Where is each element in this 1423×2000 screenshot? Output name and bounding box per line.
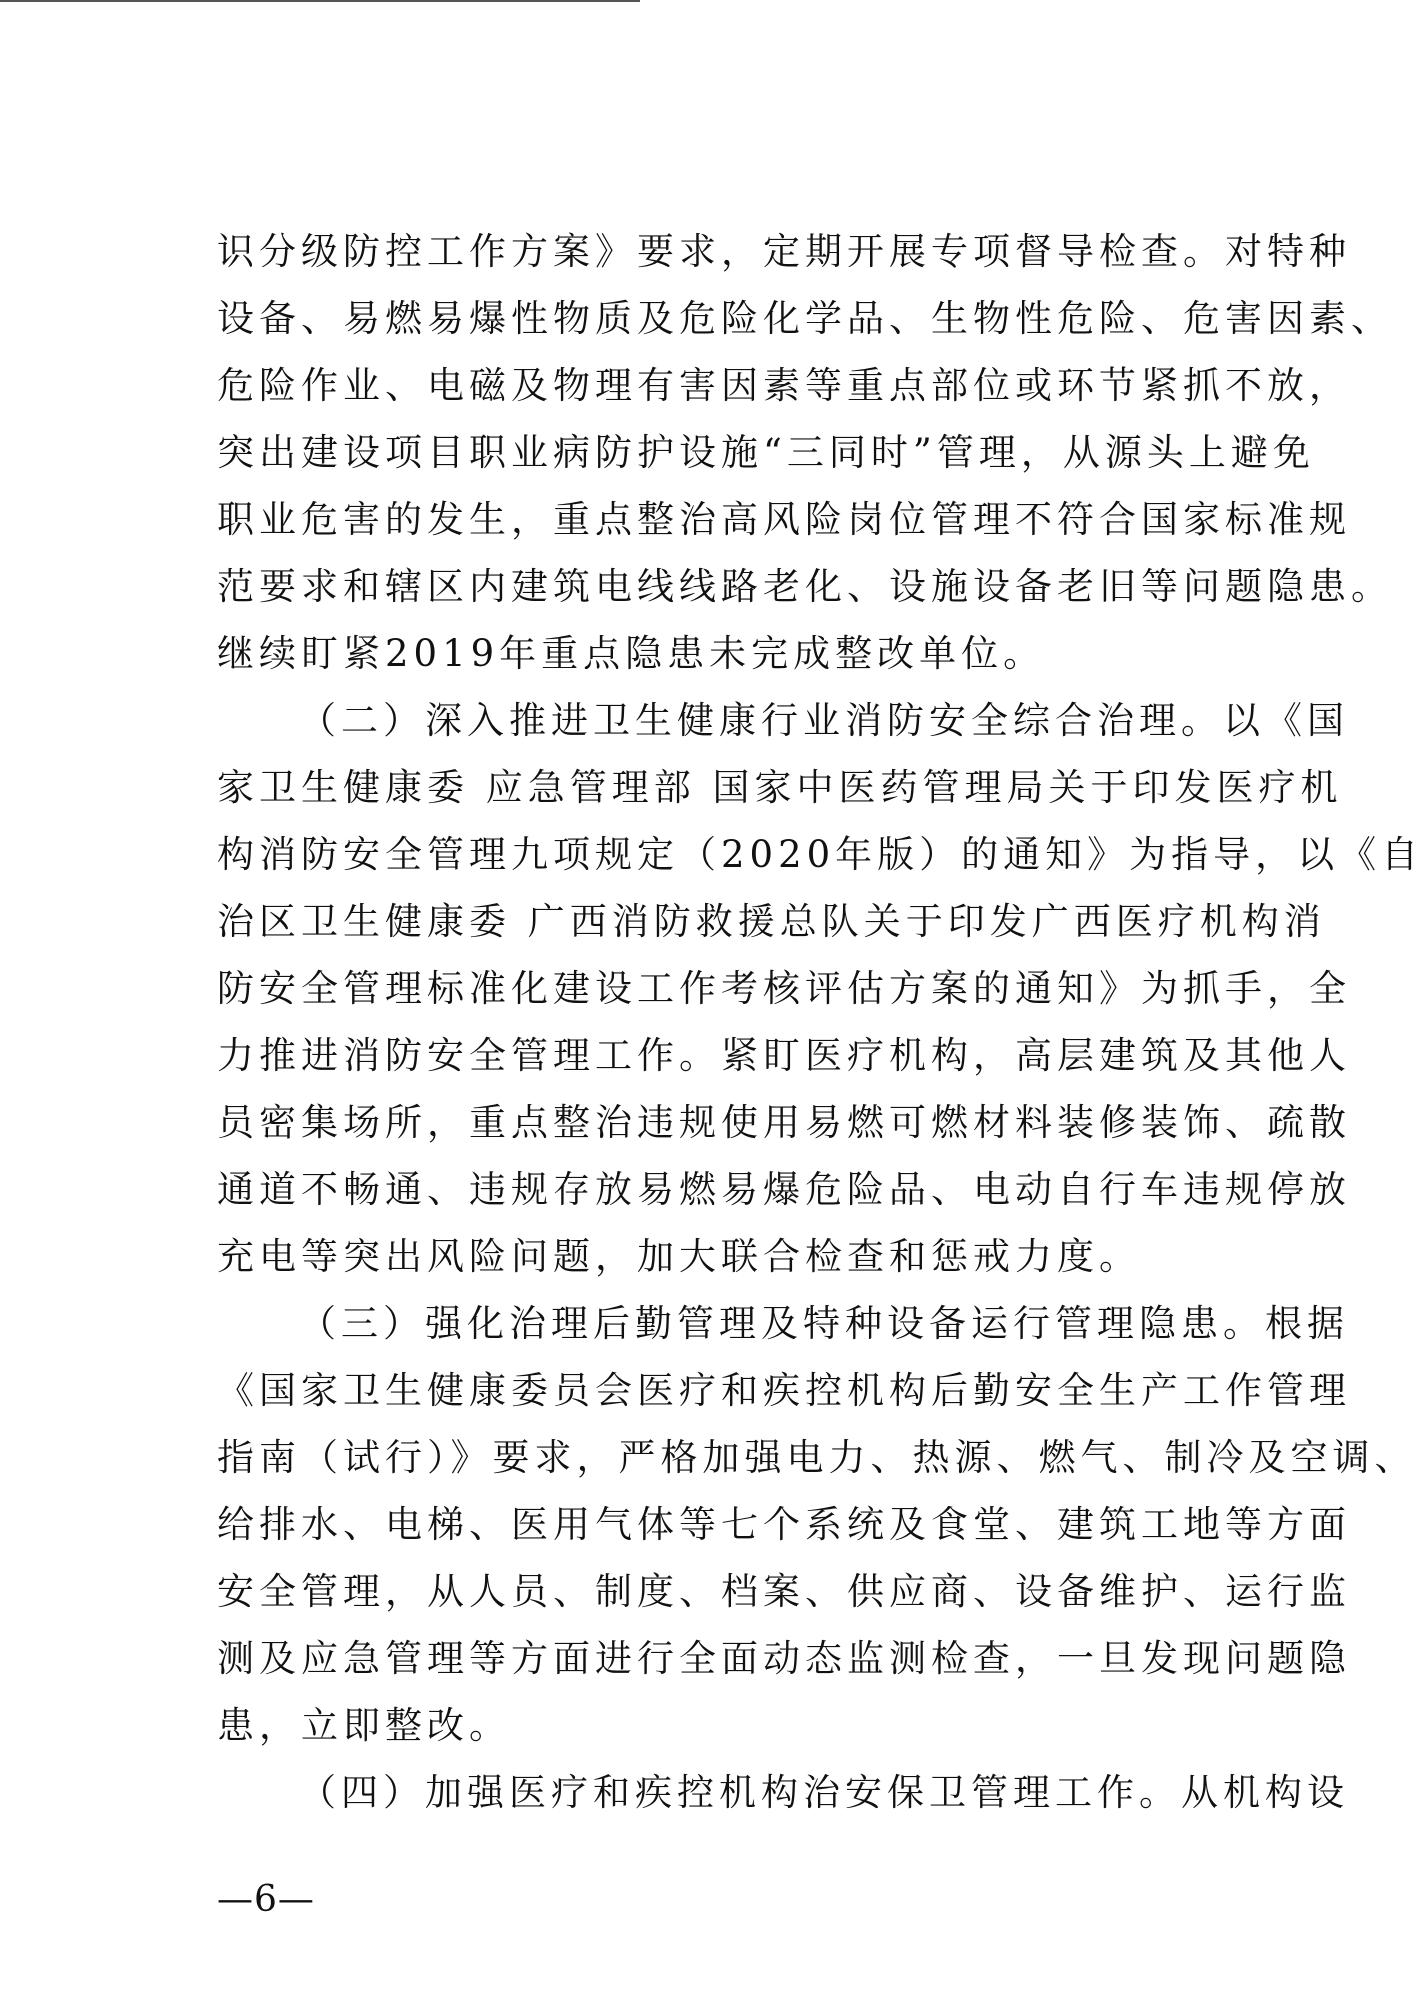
text-line: 继续盯紧2019年重点隐患未完成整改单位。 — [217, 632, 1046, 675]
text-line: 突出建设项目职业病防护设施“三同时”管理，从源头上避免 — [217, 431, 1315, 474]
page-number: —6— — [217, 1879, 315, 1920]
text-line: 充电等突出风险问题，加大联合检查和惩戒力度。 — [217, 1235, 1141, 1278]
paragraph-2 — [217, 687, 1423, 1290]
text-line: 职业危害的发生，重点整治高风险岗位管理不符合国家标准规 — [217, 498, 1351, 541]
text-line: 通道不畅通、违规存放易燃易爆危险品、电动自行车违规停放 — [217, 1168, 1351, 1211]
paragraph-4 — [217, 1759, 1349, 1826]
page-body — [217, 218, 1423, 1826]
text-line: （二）深入推进卫生健康行业消防安全综合治理。以《国 — [299, 699, 1349, 742]
text-line: 患，立即整改。 — [217, 1704, 511, 1747]
text-line: 识分级防控工作方案》要求，定期开展专项督导检查。对特种 — [217, 230, 1351, 273]
text-line: 给排水、电梯、医用气体等七个系统及食堂、建筑工地等方面 — [217, 1503, 1351, 1546]
text-line: 安全管理，从人员、制度、档案、供应商、设备维护、运行监 — [217, 1570, 1351, 1613]
text-line: 治区卫生健康委 广西消防救援总队关于印发广西医疗机构消 — [217, 900, 1326, 943]
top-rule — [0, 0, 640, 2]
text-line: （四）加强医疗和疾控机构治安保卫管理工作。从机构设 — [299, 1771, 1349, 1814]
text-line: 力推进消防安全管理工作。紧盯医疗机构，高层建筑及其他人 — [217, 1034, 1351, 1077]
text-line: 防安全管理标准化建设工作考核评估方案的通知》为抓手，全 — [217, 967, 1351, 1010]
text-line: 员密集场所，重点整治违规使用易燃可燃材料装修装饰、疏散 — [217, 1101, 1351, 1144]
text-line: （三）强化治理后勤管理及特种设备运行管理隐患。根据 — [299, 1302, 1349, 1345]
paragraph-3 — [217, 1290, 1417, 1759]
text-line: 危险作业、电磁及物理有害因素等重点部位或环节紧抓不放， — [217, 364, 1351, 407]
text-line: 指南（试行）》要求，严格加强电力、热源、燃气、制冷及空调、 — [217, 1436, 1417, 1479]
paragraph-1 — [217, 218, 1393, 687]
text-line: 家卫生健康委 应急管理部 国家中医药管理局关于印发医疗机 — [217, 766, 1343, 809]
text-line: 测及应急管理等方面进行全面动态监测检查，一旦发现问题隐 — [217, 1637, 1351, 1680]
text-line: 设备、易燃易爆性物质及危险化学品、生物性危险、危害因素、 — [217, 297, 1393, 340]
text-line: 构消防安全管理九项规定（2020年版）的通知》为指导，以《自 — [217, 833, 1423, 876]
text-line: 《国家卫生健康委员会医疗和疾控机构后勤安全生产工作管理 — [217, 1369, 1351, 1412]
text-line: 范要求和辖区内建筑电线线路老化、设施设备老旧等问题隐患。 — [217, 565, 1393, 608]
